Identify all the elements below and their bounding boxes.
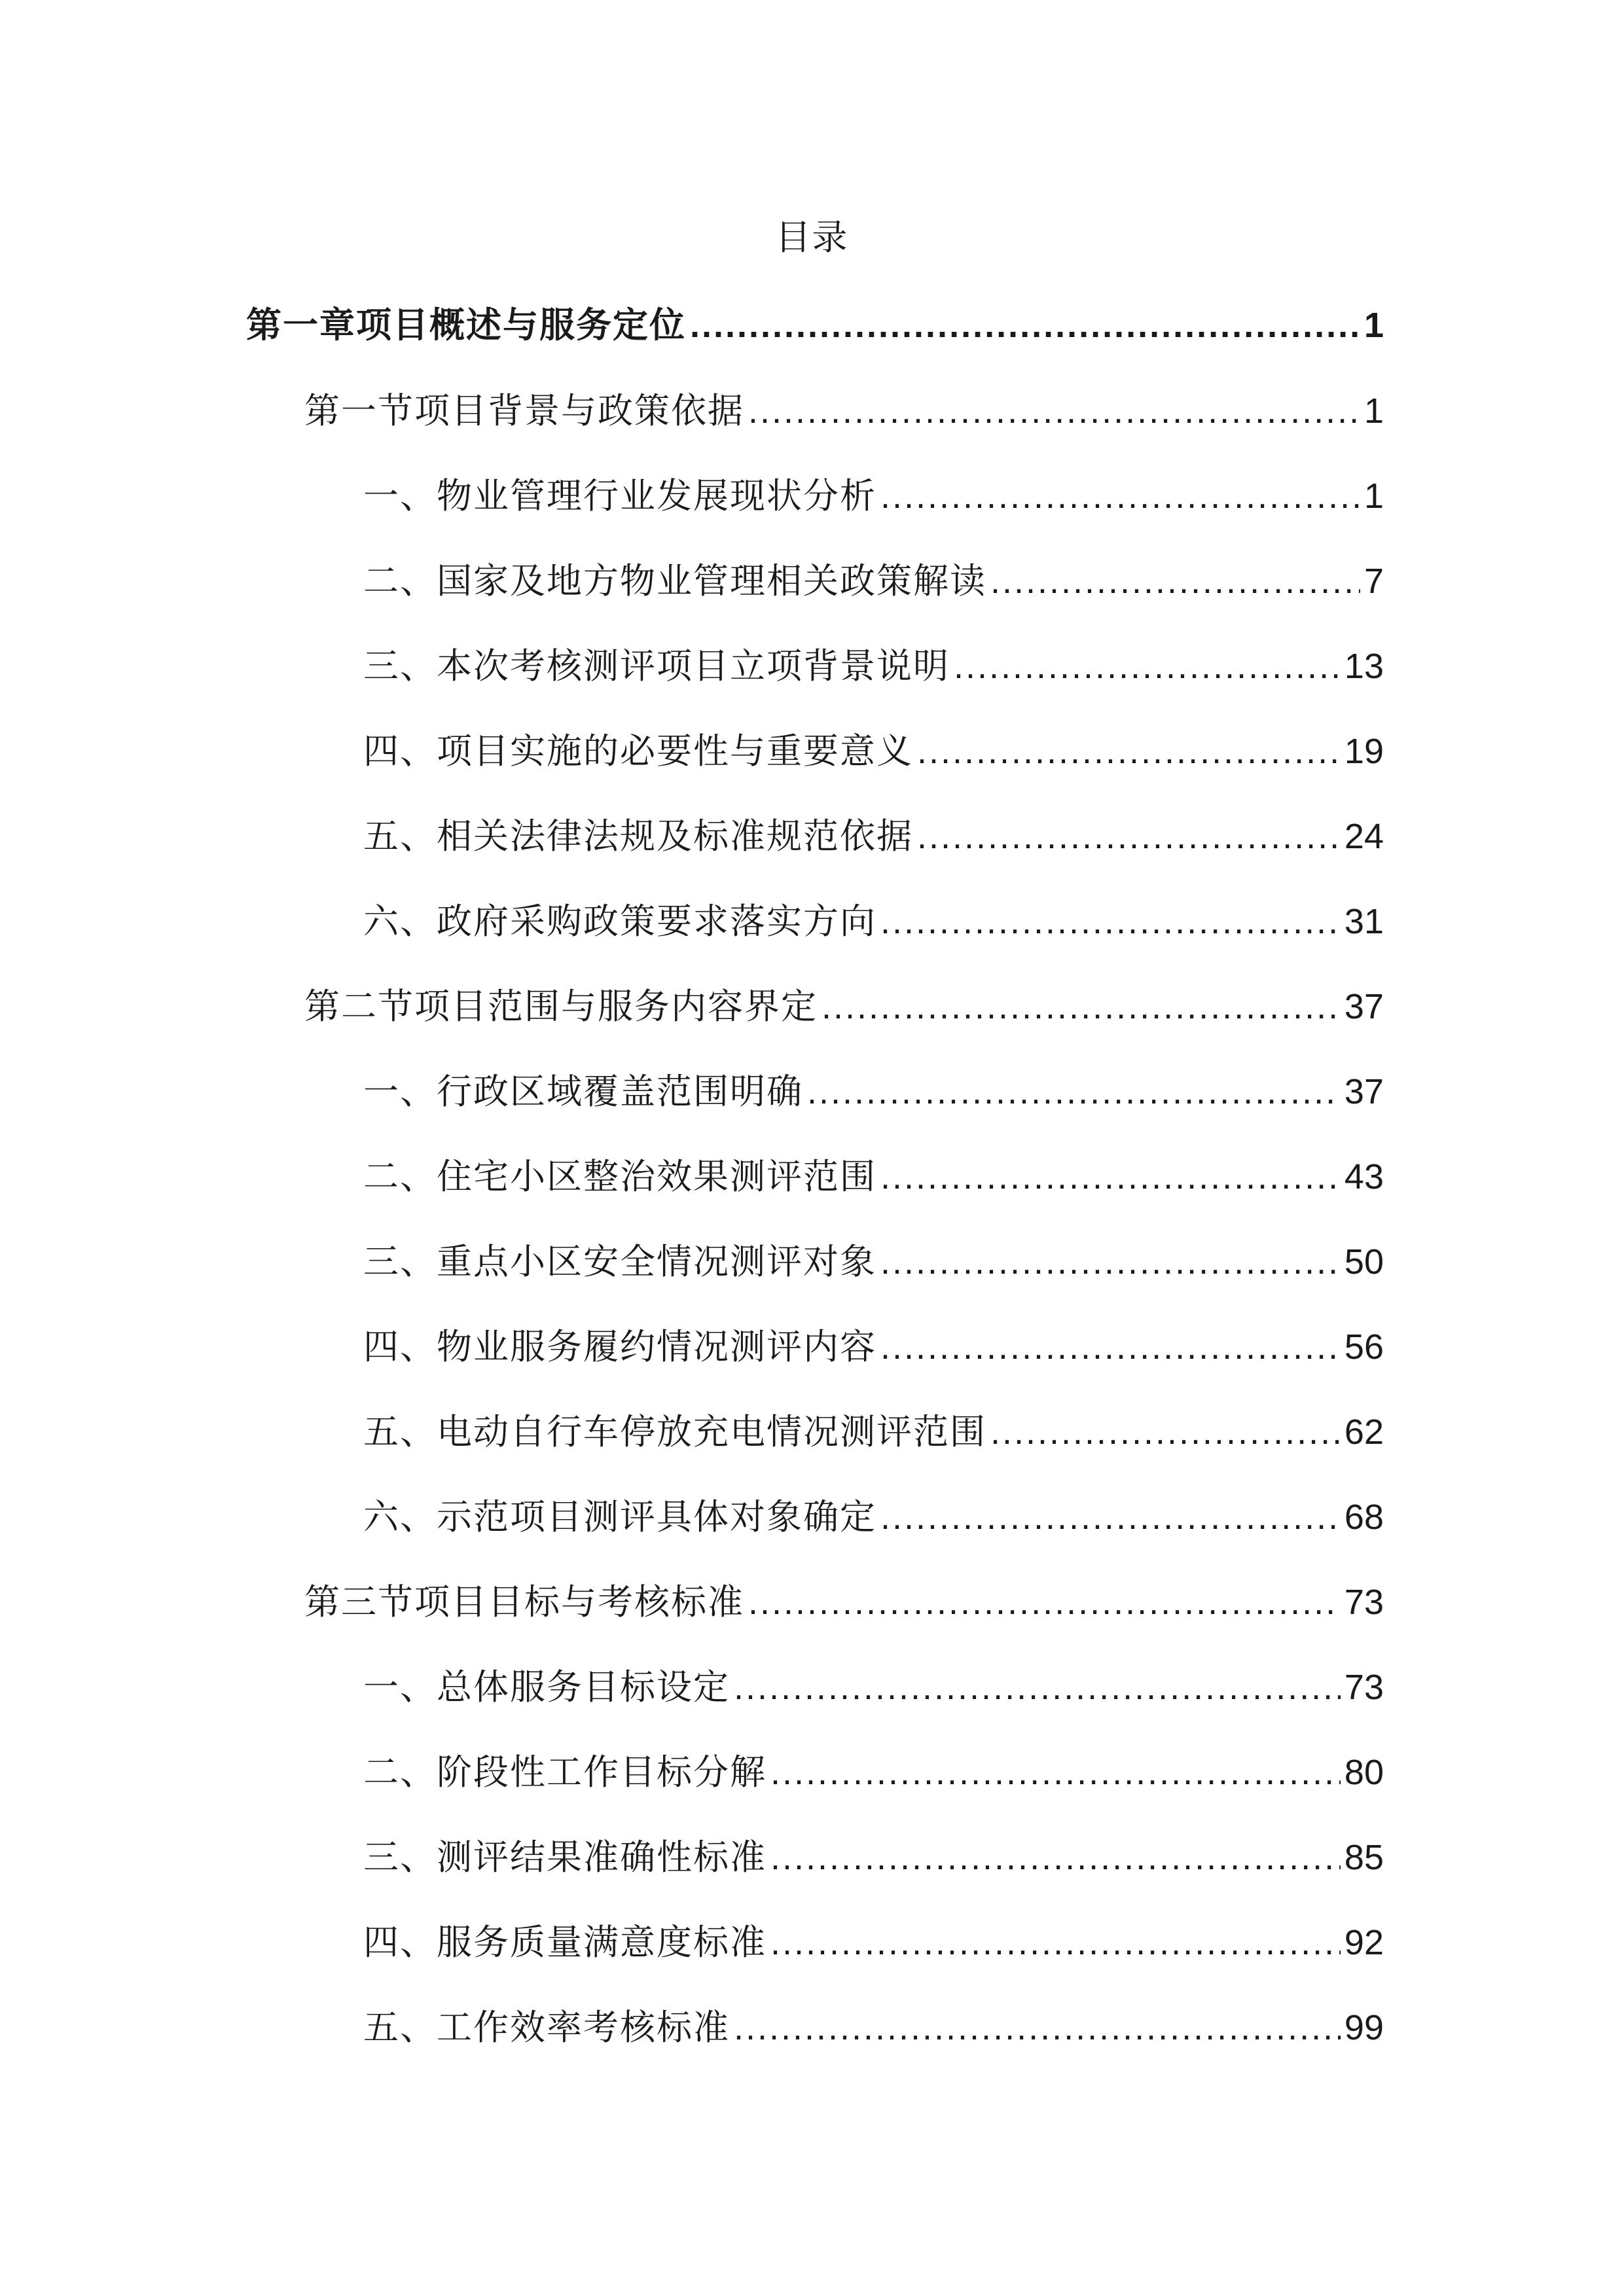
toc-entry-section-3[interactable] <box>304 1563 1384 1641</box>
toc-entry-label: 一、总体服务目标设定 <box>363 1666 730 1708</box>
toc-entry-item[interactable] <box>363 882 1384 961</box>
toc-entry-item[interactable] <box>363 1308 1384 1386</box>
toc-entry-page: 7 <box>1363 562 1384 601</box>
toc-entry-item[interactable] <box>363 1818 1384 1897</box>
dot-leader <box>880 1138 1341 1216</box>
toc-entry-label: 第三节项目目标与考核标准 <box>304 1581 744 1623</box>
toc-entry-item[interactable] <box>363 457 1384 535</box>
toc-entry-page: 31 <box>1344 902 1384 941</box>
dot-leader <box>917 797 1341 876</box>
toc-entry-page: 19 <box>1344 732 1384 771</box>
toc-entry-page: 73 <box>1344 1583 1384 1622</box>
dot-leader <box>770 1818 1341 1897</box>
toc-entry-page: 1 <box>1363 306 1384 345</box>
toc-entry-section-1[interactable] <box>304 372 1384 450</box>
toc-entry-label: 三、本次考核测评项目立项背景说明 <box>363 645 950 687</box>
dot-leader <box>770 1903 1341 1982</box>
dot-leader <box>690 286 1360 365</box>
toc-entry-label: 六、示范项目测评具体对象确定 <box>363 1496 876 1537</box>
toc-entry-label: 三、测评结果准确性标准 <box>363 1837 767 1878</box>
toc-entry-label: 三、重点小区安全情况测评对象 <box>363 1241 876 1282</box>
dot-leader <box>954 627 1341 706</box>
toc-entry-label: 四、项目实施的必要性与重要意义 <box>363 730 913 772</box>
toc-entry-item[interactable] <box>363 712 1384 791</box>
dot-leader <box>770 1733 1341 1812</box>
toc-entry-page: 92 <box>1344 1923 1384 1962</box>
toc-entry-page: 62 <box>1344 1412 1384 1452</box>
toc-entry-page: 37 <box>1344 1072 1384 1111</box>
dot-leader <box>880 1308 1341 1386</box>
toc-title: 目录 <box>775 217 849 258</box>
toc-entry-page: 73 <box>1344 1668 1384 1707</box>
dot-leader <box>917 712 1341 791</box>
toc-entry-item[interactable] <box>363 1988 1384 2067</box>
toc-entry-label: 第一章项目概述与服务定位 <box>246 304 686 346</box>
toc-entry-item[interactable] <box>363 1733 1384 1812</box>
toc-entry-item[interactable] <box>363 1393 1384 1471</box>
toc-entry-section-2[interactable] <box>304 967 1384 1046</box>
dot-leader <box>880 457 1360 535</box>
toc-entry-page: 56 <box>1344 1327 1384 1367</box>
toc-entry-label: 四、物业服务履约情况测评内容 <box>363 1326 876 1367</box>
dot-leader <box>734 1648 1341 1727</box>
dot-leader <box>807 1052 1341 1131</box>
toc-entry-page: 13 <box>1344 647 1384 686</box>
dot-leader <box>880 1223 1341 1301</box>
dot-leader <box>880 1478 1341 1556</box>
toc-entry-label: 四、服务质量满意度标准 <box>363 1922 767 1963</box>
toc-entry-item[interactable] <box>363 1903 1384 1982</box>
toc-entry-page: 99 <box>1344 2008 1384 2047</box>
toc-entry-label: 二、国家及地方物业管理相关政策解读 <box>363 560 986 601</box>
dot-leader <box>748 372 1360 450</box>
toc-entry-label: 二、住宅小区整治效果测评范围 <box>363 1156 876 1197</box>
toc-entry-label: 五、相关法律法规及标准规范依据 <box>363 816 913 857</box>
toc-entry-label: 第二节项目范围与服务内容界定 <box>304 986 818 1027</box>
toc-entry-label: 五、电动自行车停放充电情况测评范围 <box>363 1411 986 1452</box>
toc-entry-chapter-1[interactable] <box>246 286 1384 365</box>
dot-leader <box>734 1988 1341 2067</box>
toc-entry-page: 37 <box>1344 987 1384 1026</box>
toc-entry-page: 85 <box>1344 1838 1384 1877</box>
toc-entry-page: 50 <box>1344 1242 1384 1282</box>
dot-leader <box>990 542 1360 620</box>
toc-entry-label: 第一节项目背景与政策依据 <box>304 390 744 431</box>
toc-entry-item[interactable] <box>363 1138 1384 1216</box>
toc-entry-page: 1 <box>1363 391 1384 431</box>
toc-entry-label: 六、政府采购政策要求落实方向 <box>363 901 876 942</box>
toc-entry-page: 43 <box>1344 1157 1384 1196</box>
toc-entry-label: 一、物业管理行业发展现状分析 <box>363 475 876 516</box>
dot-leader <box>990 1393 1341 1471</box>
toc-entry-page: 24 <box>1344 817 1384 856</box>
toc-entry-item[interactable] <box>363 1648 1384 1727</box>
toc-entry-item[interactable] <box>363 797 1384 876</box>
toc-entry-label: 一、行政区域覆盖范围明确 <box>363 1071 803 1112</box>
toc-entry-page: 80 <box>1344 1753 1384 1792</box>
toc-entry-item[interactable] <box>363 1478 1384 1556</box>
dot-leader <box>821 967 1341 1046</box>
dot-leader <box>748 1563 1341 1641</box>
toc-entry-item[interactable] <box>363 1052 1384 1131</box>
toc-entry-item[interactable] <box>363 542 1384 620</box>
toc-entry-item[interactable] <box>363 627 1384 706</box>
toc-entry-label: 二、阶段性工作目标分解 <box>363 1751 767 1793</box>
toc-entry-label: 五、工作效率考核标准 <box>363 2007 730 2048</box>
toc-entry-page: 1 <box>1363 476 1384 516</box>
toc-entry-item[interactable] <box>363 1223 1384 1301</box>
toc-entry-page: 68 <box>1344 1498 1384 1537</box>
dot-leader <box>880 882 1341 961</box>
